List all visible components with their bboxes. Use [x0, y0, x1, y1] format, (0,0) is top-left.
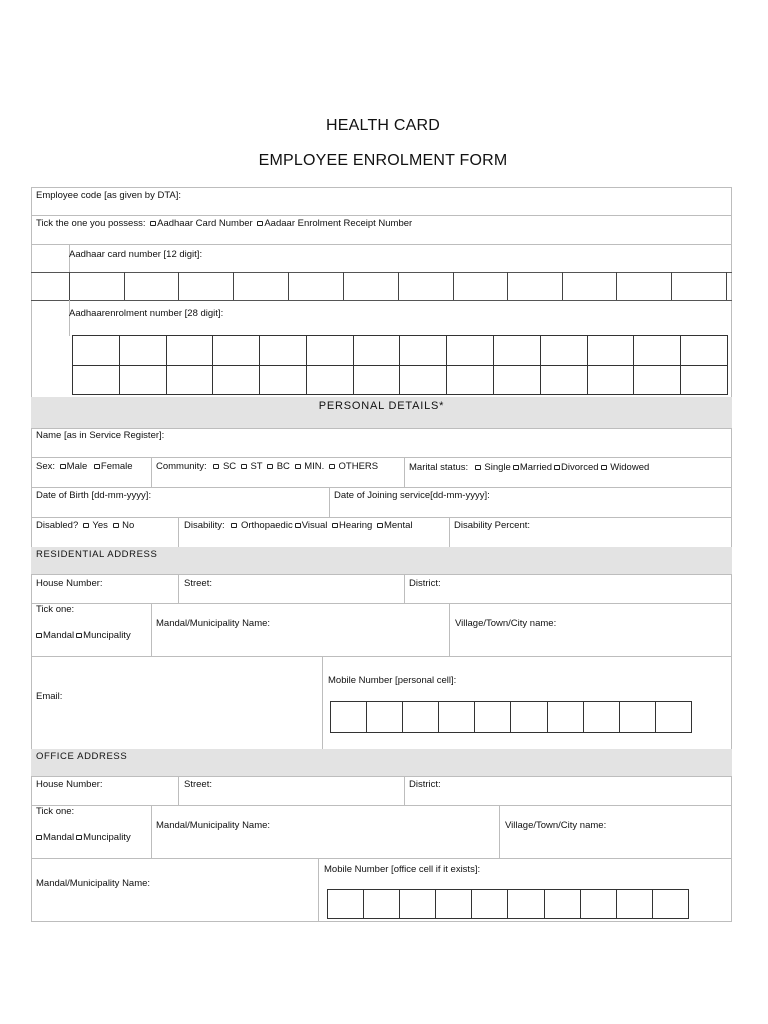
digit-divider: [562, 272, 563, 300]
digit-cell[interactable]: [447, 336, 494, 366]
marital-widowed-label: Widowed: [610, 462, 650, 473]
digit-cell[interactable]: [73, 336, 120, 366]
disability-mental-label: Mental: [383, 520, 413, 531]
table-rule: [178, 517, 179, 547]
disability-percent-label: Disability Percent:: [454, 520, 531, 531]
off-tick-options: [34, 832, 131, 843]
digit-cell[interactable]: [616, 890, 652, 919]
community-st-checkbox[interactable]: [241, 464, 247, 469]
table-rule: [499, 805, 500, 858]
community-min-checkbox[interactable]: [295, 464, 301, 469]
table-rule: [31, 656, 732, 657]
off-mandal-checkbox[interactable]: [36, 835, 42, 840]
digit-cell[interactable]: [400, 890, 436, 919]
office-address-title: OFFICE ADDRESS: [36, 751, 128, 762]
disability-mental-checkbox[interactable]: [377, 523, 383, 528]
digit-cell[interactable]: [472, 890, 508, 919]
community-bc-label: BC: [276, 461, 290, 472]
marital-field: [409, 462, 649, 473]
digit-divider: [288, 272, 289, 300]
res-mobile-grid[interactable]: [330, 701, 692, 733]
table-rule: [178, 776, 179, 805]
res-mandal-label: Mandal: [43, 630, 75, 641]
table-rule: [31, 858, 732, 859]
sex-female-checkbox[interactable]: [94, 464, 100, 469]
digit-cell[interactable]: [681, 336, 728, 366]
off-district-label: District:: [409, 779, 441, 790]
marital-label: Marital status:: [409, 462, 469, 473]
enrolment-number-grid[interactable]: [72, 335, 728, 395]
digit-cell[interactable]: [494, 336, 541, 366]
table-rule: [31, 187, 732, 188]
digit-cell[interactable]: [119, 336, 166, 366]
digit-cell[interactable]: [587, 336, 634, 366]
employee-code-label: Employee code [as given by DTA]:: [36, 190, 182, 201]
digit-cell[interactable]: [655, 702, 691, 733]
sex-field: [36, 461, 133, 472]
digit-divider: [616, 272, 617, 300]
marital-widowed-checkbox[interactable]: [601, 465, 607, 470]
community-sc-label: SC: [222, 461, 237, 472]
digit-cell[interactable]: [540, 336, 587, 366]
community-min-label: MIN.: [304, 461, 325, 472]
disability-orthopaedic-checkbox[interactable]: [231, 523, 237, 528]
digit-cell[interactable]: [73, 365, 120, 395]
residential-address-title: RESIDENTIAL ADDRESS: [36, 549, 158, 560]
digit-cell[interactable]: [681, 365, 728, 395]
enrolment-number-label: Aadhaarenrolment number [28 digit]:: [69, 308, 224, 319]
disability-field: [184, 520, 412, 531]
digit-cell[interactable]: [439, 702, 475, 733]
digit-cell[interactable]: [634, 336, 681, 366]
community-others-checkbox[interactable]: [329, 464, 335, 469]
off-house-label: House Number:: [36, 779, 103, 790]
table-rule: [329, 487, 330, 517]
digit-cell[interactable]: [447, 365, 494, 395]
enrolment-receipt-checkbox[interactable]: [257, 221, 263, 226]
digit-cell[interactable]: [306, 336, 353, 366]
digit-cell[interactable]: [580, 890, 616, 919]
digit-cell[interactable]: [652, 890, 688, 919]
digit-cell[interactable]: [260, 365, 307, 395]
res-municipality-checkbox[interactable]: [76, 633, 82, 638]
form-subtitle: EMPLOYEE ENROLMENT FORM: [258, 152, 508, 169]
digit-cell[interactable]: [475, 702, 511, 733]
digit-divider: [671, 272, 672, 300]
marital-divorced-label: Divorced: [561, 462, 599, 473]
tick-possess-row: [36, 218, 412, 229]
digit-divider: [726, 272, 727, 300]
marital-divorced-checkbox[interactable]: [554, 465, 560, 470]
dob-label: Date of Birth [dd-mm-yyyy]:: [36, 490, 152, 501]
table-rule: [31, 215, 732, 216]
digit-cell[interactable]: [511, 702, 547, 733]
aadhaar-card-option-label: Aadhaar Card Number: [157, 218, 253, 229]
digit-cell[interactable]: [213, 365, 260, 395]
table-rule: [318, 858, 319, 921]
digit-divider: [343, 272, 344, 300]
disabled-yes-label: Yes: [92, 520, 108, 531]
table-rule: [31, 805, 732, 806]
tick-possess-label: Tick the one you possess:: [36, 218, 146, 229]
off-mandal-label: Mandal: [43, 832, 75, 843]
sex-male-label: Male: [66, 461, 88, 472]
table-rule: [404, 776, 405, 805]
off-mandal-name-label: Mandal/Municipality Name:: [156, 820, 271, 831]
res-mandal-name-label: Mandal/Municipality Name:: [156, 618, 271, 629]
table-rule: [322, 656, 323, 749]
digit-cell[interactable]: [494, 365, 541, 395]
off-municipality-checkbox[interactable]: [76, 835, 82, 840]
doj-label: Date of Joining service[dd-mm-yyyy]:: [334, 490, 490, 501]
res-municipality-label: Muncipality: [83, 630, 131, 641]
table-rule: [404, 457, 405, 487]
disability-visual-label: Visual: [301, 520, 328, 531]
table-rule: [151, 603, 152, 656]
digit-cell[interactable]: [587, 365, 634, 395]
res-tick-one-label: Tick one:: [36, 604, 75, 615]
table-rule: [31, 457, 732, 458]
table-rule: [151, 457, 152, 487]
res-district-label: District:: [409, 578, 441, 589]
digit-cell[interactable]: [166, 365, 213, 395]
digit-cell[interactable]: [508, 890, 544, 919]
digit-divider: [124, 272, 125, 300]
community-st-label: ST: [250, 461, 263, 472]
name-label: Name [as in Service Register]:: [36, 430, 165, 441]
digit-cell[interactable]: [400, 336, 447, 366]
form-title: HEALTH CARD: [326, 117, 440, 134]
table-rule: [449, 603, 450, 656]
personal-details-title: PERSONAL DETAILS*: [318, 400, 445, 412]
sex-male-checkbox[interactable]: [60, 464, 66, 469]
marital-married-label: Married: [519, 462, 553, 473]
disability-label: Disability:: [184, 520, 225, 531]
aadhaar-number-input[interactable]: [31, 272, 731, 300]
disability-visual-checkbox[interactable]: [295, 523, 301, 528]
digit-cell[interactable]: [544, 890, 580, 919]
off-mobile-grid[interactable]: [327, 889, 689, 919]
table-rule: [31, 244, 732, 245]
digit-cell[interactable]: [403, 702, 439, 733]
aadhaar-card-checkbox[interactable]: [150, 221, 156, 226]
table-rule: [449, 517, 450, 547]
digit-cell[interactable]: [328, 890, 364, 919]
digit-cell[interactable]: [353, 336, 400, 366]
off-street-label: Street:: [184, 779, 212, 790]
community-label: Community:: [156, 461, 207, 472]
off-municipality-label: Muncipality: [83, 832, 131, 843]
digit-cell[interactable]: [547, 702, 583, 733]
res-tick-options: [34, 630, 131, 641]
digit-cell[interactable]: [166, 336, 213, 366]
marital-single-label: Single: [484, 462, 511, 473]
digit-cell[interactable]: [619, 702, 655, 733]
table-rule: [404, 574, 405, 603]
digit-cell[interactable]: [353, 365, 400, 395]
enrolment-receipt-option-label: Aadaar Enrolment Receipt Number: [264, 218, 413, 229]
marital-single-checkbox[interactable]: [475, 465, 481, 470]
table-rule: [178, 574, 179, 603]
table-rule: [31, 428, 732, 429]
digit-cell[interactable]: [213, 336, 260, 366]
table-rule: [31, 487, 732, 488]
digit-cell[interactable]: [364, 890, 400, 919]
table-rule: [151, 805, 152, 858]
off-bottom-mandal-name-label: Mandal/Municipality Name:: [36, 878, 151, 889]
res-street-label: Street:: [184, 578, 212, 589]
digit-cell[interactable]: [119, 365, 166, 395]
off-tick-one-label: Tick one:: [36, 806, 75, 817]
digit-divider: [507, 272, 508, 300]
digit-cell[interactable]: [400, 365, 447, 395]
digit-cell[interactable]: [436, 890, 472, 919]
digit-cell[interactable]: [634, 365, 681, 395]
aadhaar-number-label: Aadhaar card number [12 digit]:: [69, 249, 203, 260]
disability-hearing-label: Hearing: [339, 520, 373, 531]
table-rule: [31, 574, 732, 575]
digit-divider: [233, 272, 234, 300]
digit-divider: [178, 272, 179, 300]
res-mandal-checkbox[interactable]: [36, 633, 42, 638]
table-rule: [31, 300, 732, 301]
marital-married-checkbox[interactable]: [513, 465, 519, 470]
digit-cell[interactable]: [331, 702, 367, 733]
table-rule: [31, 776, 732, 777]
digit-cell[interactable]: [367, 702, 403, 733]
disabled-no-label: No: [122, 520, 135, 531]
table-rule: [31, 603, 732, 604]
res-mobile-label: Mobile Number [personal cell]:: [328, 675, 457, 686]
digit-cell[interactable]: [260, 336, 307, 366]
sex-label: Sex:: [36, 461, 56, 472]
office-address-band: [31, 749, 732, 776]
sex-female-label: Female: [100, 461, 133, 472]
digit-cell[interactable]: [306, 365, 353, 395]
community-bc-checkbox[interactable]: [267, 464, 273, 469]
community-others-label: OTHERS: [338, 461, 379, 472]
disabled-field: [36, 520, 134, 531]
disabled-yes-checkbox[interactable]: [83, 523, 89, 528]
off-village-label: Village/Town/City name:: [505, 820, 607, 831]
table-rule: [31, 921, 732, 922]
table-rule: [31, 517, 732, 518]
digit-cell[interactable]: [583, 702, 619, 733]
res-village-label: Village/Town/City name:: [455, 618, 557, 629]
off-mobile-label: Mobile Number [office cell if it exists]:: [324, 864, 481, 875]
digit-cell[interactable]: [540, 365, 587, 395]
email-label: Email:: [36, 691, 63, 702]
digit-divider: [69, 272, 70, 300]
community-field: [156, 461, 378, 472]
disabled-no-checkbox[interactable]: [113, 523, 119, 528]
disability-hearing-checkbox[interactable]: [332, 523, 338, 528]
digit-divider: [453, 272, 454, 300]
disability-orthopaedic-label: Orthopaedic: [240, 520, 293, 531]
digit-divider: [398, 272, 399, 300]
res-house-label: House Number:: [36, 578, 103, 589]
disabled-label: Disabled?: [36, 520, 79, 531]
community-sc-checkbox[interactable]: [213, 464, 219, 469]
